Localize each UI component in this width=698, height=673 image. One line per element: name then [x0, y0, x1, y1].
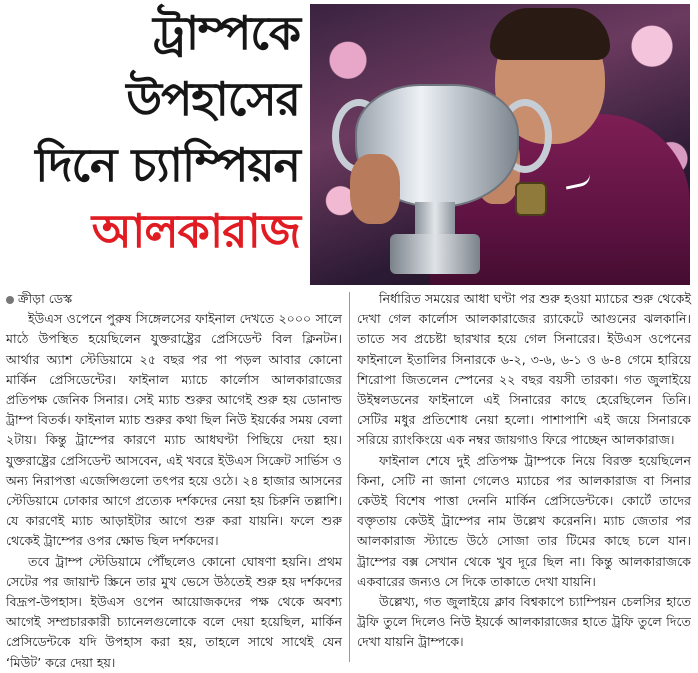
desk-byline — [6, 289, 342, 309]
headline-line-3: দিনে চ্যাম্পিয়ন — [35, 138, 300, 192]
player-hand-left — [350, 154, 400, 224]
article-column-left — [6, 289, 342, 673]
article-paragraph: তবে ট্রাম্প স্টেডিয়ামে পৌঁছলেও কোনো ঘোষণা হয়নি। প্রথম সেটের পর জায়ান্ট স্ক্রিনে তার মুখ ভেসে উঠতেই শুরু হয় দর্শকদের বিদ্রূপ-উপহাস। ইউএস ওপেন আয়োজকদের পক্ষ থেকে অবশ্য আগেই সম্প্রচারকারী চ্যানেলগুলোকে বলে দেয়া হয়েছিল, মার্কিন প্রেসিডেন্টকে যদি উপহাস করা হয়, তাহলে সাথে সাথেই যেন ‘মিউট’ করে দেয়া হয়। — [6, 553, 342, 670]
watch-icon — [515, 182, 547, 216]
bullet-icon — [6, 296, 14, 304]
headline — [0, 0, 308, 285]
article-paragraph: ইউএস ওপেনে পুরুষ সিঙ্গেলসের ফাইনাল দেখতে ২০০০ সালে মাঠে উপস্থিত হয়েছিলেন যুক্তরাষ্ট্রের প্রেসিডেন্ট বিল ক্লিনটন। আর্থার অ্যাশ স্টেডিয়ামে ২৫ বছর পর পা পড়ল আবার কোনো মার্কিন প্রেসিডেন্টের। ফাইনাল ম্যাচে কার্লোস আলকারাজের প্রতিপক্ষ জেনিক সিনার। সেই ম্যাচ শুরুর আগেই শুরু হয় ডোনাল্ড ট্রাম্প বিতর্ক। ফাইনাল ম্যাচ শুরুর কথা ছিল নিউ ইয়র্কের সময় বেলা ২টায়। কিন্তু ট্রাম্পের কারণে ম্যাচ আধঘণ্টা পিছিয়ে দেয়া হয়। যুক্তরাষ্ট্রের প্রেসিডেন্ট আসবেন, এই খবরে ইউএস সিক্রেট সার্ভিস ও অন্য নিরাপত্তা এজেন্সিগুলো তৎপর হয়ে ওঠে। ২৪ হাজার আসনের স্টেডিয়ামে ঢোকার আগে প্রত্যেক দর্শকদের নেয়া হয় চিরুনি তল্লাশি। যে কারণেই ম্যাচ আড়াইটার আগে শুরু করা যায়নি। ফলে শুরু থেকেই ট্রাম্পের ওপর ক্ষোভ ছিল দর্শকদের। — [6, 311, 342, 549]
player-hair — [490, 8, 610, 60]
article-paragraph: উল্লেখ্য, গত জুলাইয়ে ক্লাব বিশ্বকাপে চ্যাম্পিয়ন চেলসির হাতে ট্রফি তুলে দিলেও নিউ ইয়র্কে আলকারাজের হাতে ট্রফি তুলে দিতে দেখা যায়নি ট্রাম্পকে। — [357, 594, 691, 650]
headline-line-2: উপহাসের — [126, 72, 300, 126]
article-column-right — [357, 289, 691, 653]
desk-label: ক্রীড়া ডেস্ক — [18, 291, 73, 306]
trophy-photo — [310, 4, 690, 285]
trophy-base — [390, 234, 480, 274]
article-paragraph: ফাইনাল শেষে দুই প্রতিপক্ষ ট্রাম্পকে নিয়ে বিরক্ত হয়েছিলেন কিনা, সেটি না জানা গেলেও ম্যাচের পর আলকারাজ বা সিনার কেউই বিশেষ পাত্তা দেননি মার্কিন প্রেসিডেন্টকে। কোর্টে তাদের বক্তৃতায় কেউই ট্রাম্পের নাম উল্লেখ করেননি। ম্যাচ জেতার পর আলকারাজ স্ট্যান্ডে উঠে সোজা তার টিমের কাছে চলে যান। ট্রাম্পের বক্স সেখান থেকে খুব দূরে ছিল না। কিন্তু আলকারাজকে একবারের জন্যও সে দিকে তাকাতে দেখা যায়নি। — [357, 452, 691, 589]
column-divider — [349, 292, 350, 662]
article-paragraph: নির্ধারিত সময়ের আধা ঘণ্টা পর শুরু হওয়া ম্যাচের শুরু থেকেই দেখা গেল কার্লোস আলকারাজের র‍্যাকেটে আগুনের ঝলকানি। তাতে সব প্রচেষ্টা ছারখার হয়ে গেল সিনারের। ইউএস ওপেনের ফাইনালে ইতালির সিনারকে ৬-২, ৩-৬, ৬-১ ও ৬-৪ গেমে হারিয়ে শিরোপা জিতলেন স্পেনের ২২ বছর বয়সী তারকা। গত জুলাইয়ে উইম্বলডনের ফাইনালে এই সিনারের কাছে হেরেছিলেন তিনি। সেটির মধুর প্রতিশোধ নেয়া হলো। পাশাপাশি এই জয়ে সিনারকে সরিয়ে র‍্যাংকিংয়ে এক নম্বর জায়গাও ফিরে পাচ্ছেন আলকারাজ। — [357, 291, 691, 448]
trophy-stem — [415, 202, 455, 237]
headline-name: আলকারাজ — [91, 204, 300, 258]
headline-line-1: ট্রাম্পকে — [153, 6, 300, 60]
